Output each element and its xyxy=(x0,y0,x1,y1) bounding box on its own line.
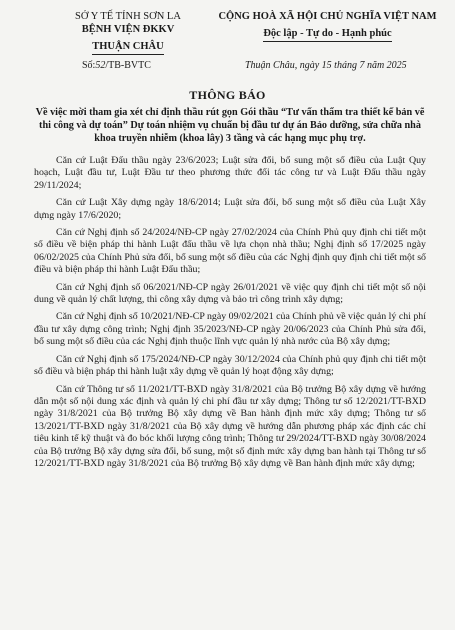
hospital-branch: THUẬN CHÂU xyxy=(92,40,163,55)
ministry-name: SỞ Y TẾ TỈNH SƠN LA xyxy=(75,11,181,22)
legal-basis-paragraph: Căn cứ Thông tư số 11/2021/TT-BXD ngày 31/8/2021 của Bộ trưởng Bộ xây dựng về hướng dẫn một số nội dung xác định và quản lý chi phí đầu tư xây dựng; Thông tư số 12/2021/TT-BXD ngày 31/8/2021 của Bộ trưởng Bộ xây dựng về Ban hành định mức xây dựng; Thông tư số 13/2021/TT-BXD ngày 31/8/2021 của Bộ xây dựng về hướng dẫn phương pháp xác định các chỉ tiêu kinh tế kỹ thuật và đo bóc khối lượng công trình; Thông tư 29/2024/TT-BXD ngày 30/08/2024 của Bộ trưởng Bộ xây dựng sửa đổi, bổ sung, một số định mức xây dựng ban hành tại Thông tư số 12/2021/TT-BXD ngày 31/8/2021 của Bộ trưởng Bộ xây dựng về Ban hành định mức xây dựng; xyxy=(34,383,426,469)
document-title: THÔNG BÁO xyxy=(189,88,266,102)
document-body xyxy=(34,155,426,475)
national-motto: Độc lập - Tự do - Hạnh phúc xyxy=(263,27,391,42)
doc-number-prefix: Số: xyxy=(82,60,96,71)
document-subject: Về việc mời tham gia xét chỉ định thầu rút gọn Gói thầu “Tư vấn thẩm tra thiết kế bản vẽ thi công và dự toán” Dự toán nhiệm vụ chuẩn bị đầu tư dự án Bảo dưỡng, sửa chữa nhà khoa truyền nhiễm (khoa lây) 3 tầng và các hạng mục phụ trợ. xyxy=(35,107,425,144)
date-line: Thuận Châu, ngày 15 tháng 7 năm 2025 xyxy=(245,60,407,71)
legal-basis-paragraph: Căn cứ Nghị định số 10/2021/NĐ-CP ngày 09/02/2021 của Chính phủ về việc quản lý chi phí đầu tư xây dựng công trình; Nghị định 35/2023/NĐ-CP ngày 20/06/2023 của Chính Phủ sửa đổi, bổ sung một số điều của các Nghị định thuộc lĩnh vực quản lý nhà nước của Bộ xây dựng; xyxy=(34,311,426,348)
doc-number-value: 52 xyxy=(95,60,106,71)
legal-basis-paragraph: Căn cứ Luật Xây dựng ngày 18/6/2014; Luật sửa đổi, bổ sung một số điều của Luật Xây dựng ngày 17/6/2020; xyxy=(34,197,426,221)
legal-basis-paragraph: Căn cứ Nghị định số 24/2024/NĐ-CP ngày 27/02/2024 của Chính Phủ quy định chi tiết một số điều về biện pháp thi hành Luật đấu thầu về lựa chọn nhà thầu; Nghị định số 17/2025 ngày 06/02/2025 của Chính Phủ sửa đổi, bổ sung một số điều của các Nghị định quy định chi tiết một số điều và biện pháp thi hành Luật Đấu thầu; xyxy=(34,227,426,276)
national-title: CỘNG HOÀ XÃ HỘI CHỦ NGHĨA VIỆT NAM xyxy=(218,11,437,22)
legal-basis-paragraph: Căn cứ Nghị định số 06/2021/NĐ-CP ngày 26/01/2021 về việc quy định chi tiết một số nội dung về quản lý chất lượng, thi công xây dựng và bảo trì công trình xây dựng; xyxy=(34,281,426,306)
issuing-agency-block xyxy=(58,10,198,55)
document-number xyxy=(82,60,151,71)
hospital-name: BỆNH VIỆN ĐKKV xyxy=(81,24,175,35)
doc-number-suffix: /TB-BVTC xyxy=(105,60,151,71)
legal-basis-paragraph: Căn cứ Nghị định số 175/2024/NĐ-CP ngày 30/12/2024 của Chính phủ quy định chi tiết một số điều và biện pháp thi hành luật xây dựng về quản lý hoạt động xây dựng; xyxy=(34,353,426,378)
legal-basis-paragraph: Căn cứ Luật Đấu thầu ngày 23/6/2023; Luật sửa đổi, bổ sung một số điều của Luật Quy hoạch, Luật đầu tư, Luật Đầu tư theo phương thức đối tác công tư và Luật Đấu thầu ngày 29/11/2024; xyxy=(34,155,426,191)
national-heading-block xyxy=(205,10,450,42)
